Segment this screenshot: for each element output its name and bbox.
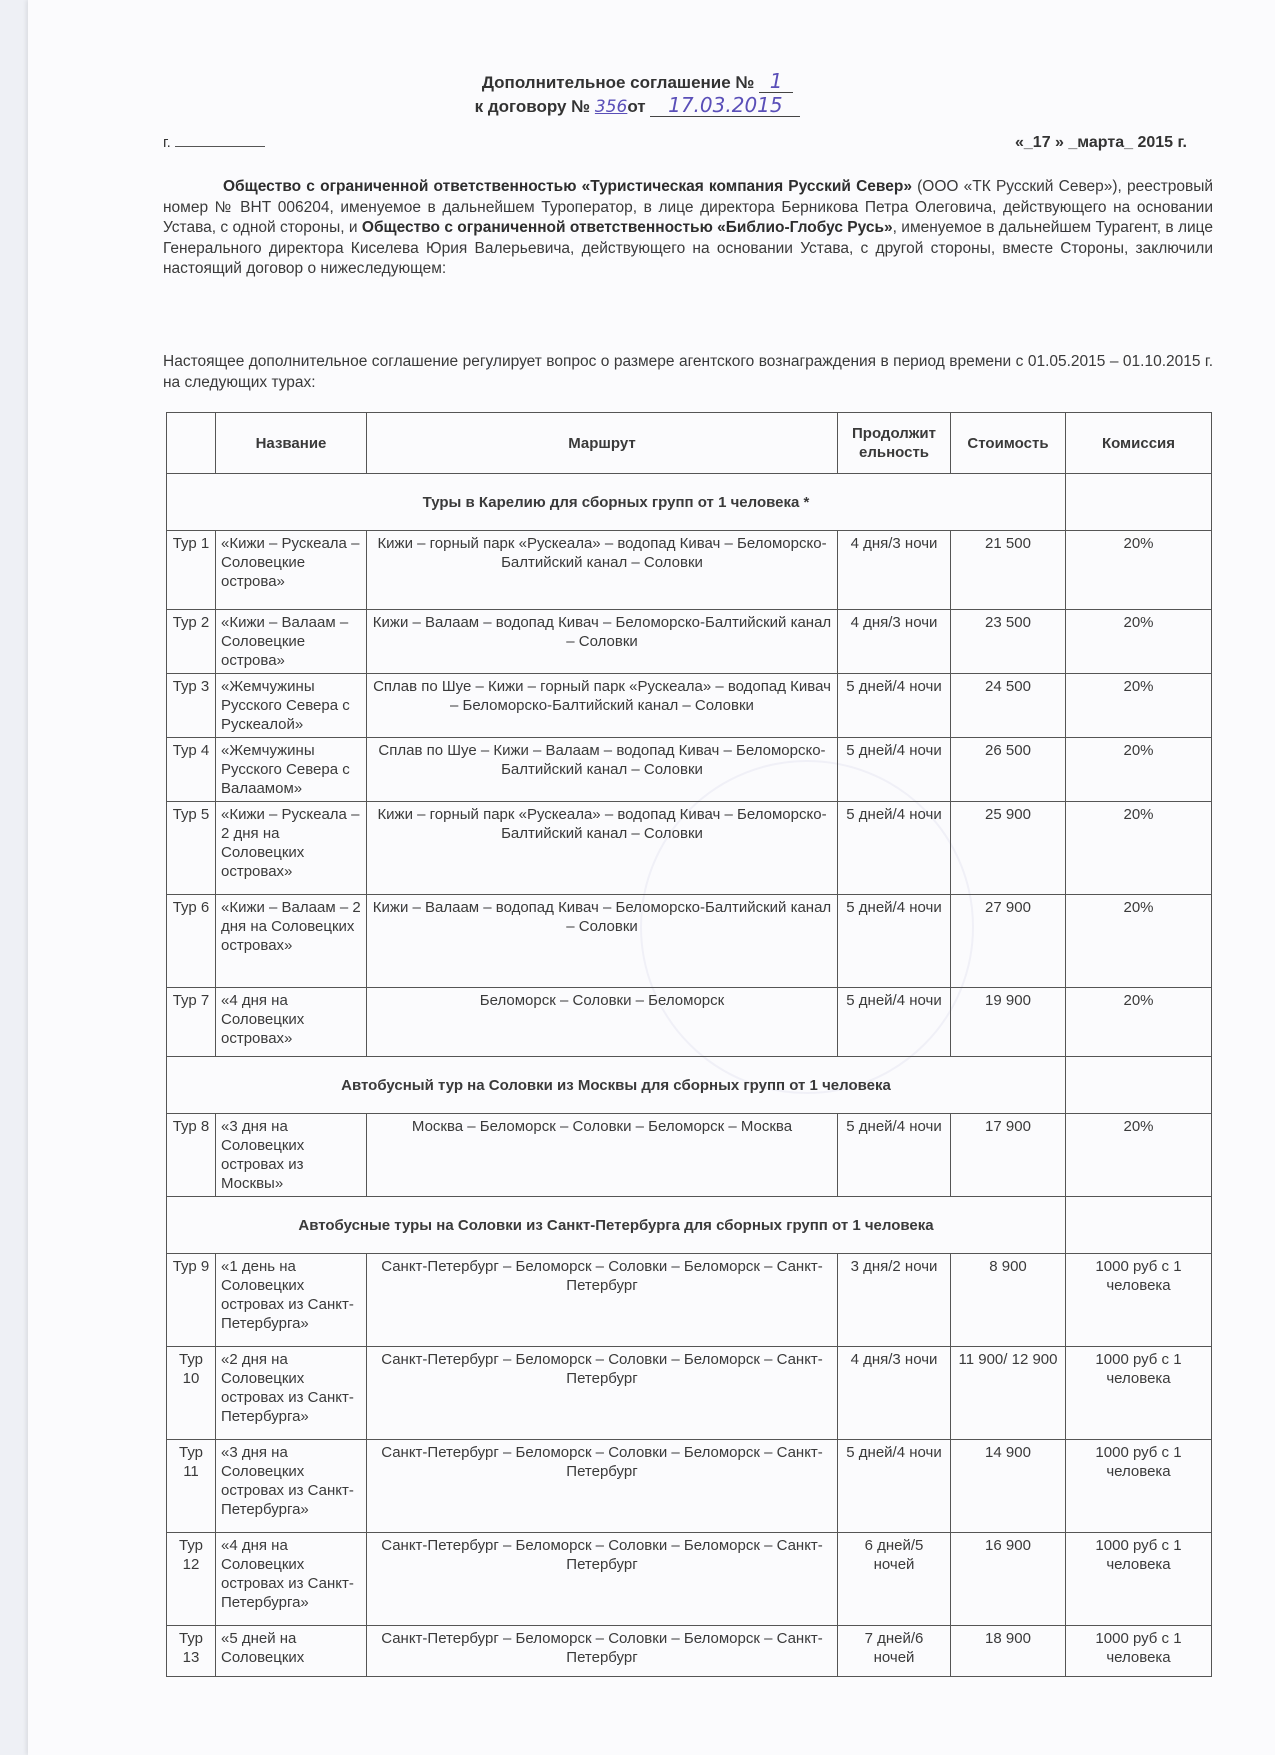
table-row bbox=[167, 1114, 1212, 1197]
contract-from: от bbox=[627, 97, 646, 116]
city-blank bbox=[175, 146, 265, 147]
section-row bbox=[167, 1197, 1212, 1254]
tour-number: Тур 10 bbox=[167, 1347, 216, 1440]
tour-number: Тур 9 bbox=[167, 1254, 216, 1347]
section-empty-cell bbox=[1066, 1197, 1212, 1254]
tour-duration: 5 дней/4 ночи bbox=[838, 674, 951, 738]
tour-route: Кижи – Валаам – водопад Кивач – Беломорско-Балтийский канал – Соловки bbox=[367, 895, 838, 988]
tour-commission: 20% bbox=[1066, 738, 1212, 802]
contract-date-handwritten: 17.03.2015 bbox=[650, 94, 800, 117]
tour-route: Москва – Беломорск – Соловки – Беломорск – Москва bbox=[367, 1114, 838, 1197]
tour-name: «2 дня на Соловецких островах из Санкт-Петербурга» bbox=[216, 1347, 367, 1440]
tour-name: «Кижи – Рускеала – Соловецкие острова» bbox=[216, 531, 367, 610]
scan-edge bbox=[0, 0, 30, 1755]
tour-duration: 6 дней/5 ночей bbox=[838, 1533, 951, 1626]
tour-name: «Кижи – Валаам – 2 дня на Соловецких островах» bbox=[216, 895, 367, 988]
tour-name: «3 дня на Соловецких островах из Санкт-Петербурга» bbox=[216, 1440, 367, 1533]
tour-name: «5 дней на Соловецких bbox=[216, 1626, 367, 1677]
tour-number: Тур 1 bbox=[167, 531, 216, 610]
tour-commission: 20% bbox=[1066, 674, 1212, 738]
table-row bbox=[167, 610, 1212, 674]
tour-number: Тур 12 bbox=[167, 1533, 216, 1626]
tour-number: Тур 4 bbox=[167, 738, 216, 802]
tour-number: Тур 8 bbox=[167, 1114, 216, 1197]
tour-name: «Жемчужины Русского Севера с Валаамом» bbox=[216, 738, 367, 802]
tour-number: Тур 6 bbox=[167, 895, 216, 988]
tour-price: 14 900 bbox=[951, 1440, 1066, 1533]
tour-route: Санкт-Петербург – Беломорск – Соловки – Беломорск – Санкт-Петербург bbox=[367, 1533, 838, 1626]
table-row bbox=[167, 674, 1212, 738]
tour-number: Тур 5 bbox=[167, 802, 216, 895]
section-row bbox=[167, 474, 1212, 531]
table-row bbox=[167, 1626, 1212, 1677]
intro-paragraph bbox=[163, 177, 1213, 280]
tour-price: 26 500 bbox=[951, 738, 1066, 802]
tour-duration: 5 дней/4 ночи bbox=[838, 1440, 951, 1533]
table-row bbox=[167, 738, 1212, 802]
header-commission: Комиссия bbox=[1066, 413, 1212, 474]
tour-commission: 1000 руб с 1 человека bbox=[1066, 1254, 1212, 1347]
tour-number: Тур 13 bbox=[167, 1626, 216, 1677]
tour-route: Сплав по Шуе – Кижи – горный парк «Рускеала» – водопад Кивач – Беломорско-Балтийский канал – Соловки bbox=[367, 674, 838, 738]
tour-commission: 20% bbox=[1066, 531, 1212, 610]
tour-price: 21 500 bbox=[951, 531, 1066, 610]
tour-name: «4 дня на Соловецких островах из Санкт-Петербурга» bbox=[216, 1533, 367, 1626]
tour-duration: 5 дней/4 ночи bbox=[838, 988, 951, 1057]
tour-number: Тур 3 bbox=[167, 674, 216, 738]
tour-commission: 1000 руб с 1 человека bbox=[1066, 1626, 1212, 1677]
tour-route: Санкт-Петербург – Беломорск – Соловки – Беломорск – Санкт-Петербург bbox=[367, 1347, 838, 1440]
tour-price: 23 500 bbox=[951, 610, 1066, 674]
tour-duration: 5 дней/4 ночи bbox=[838, 738, 951, 802]
tour-number: Тур 7 bbox=[167, 988, 216, 1057]
scope-paragraph: Настоящее дополнительное соглашение регулирует вопрос о размере агентского вознаграждения в период времени с 01.05.2015 – 01.10.2015 г. на следующих турах: bbox=[163, 353, 1213, 391]
tour-route: Санкт-Петербург – Беломорск – Соловки – Беломорск – Санкт-Петербург bbox=[367, 1626, 838, 1677]
header-price: Стоимость bbox=[951, 413, 1066, 474]
tour-route: Кижи – горный парк «Рускеала» – водопад Кивач – Беломорско-Балтийский канал – Соловки bbox=[367, 531, 838, 610]
tour-price: 27 900 bbox=[951, 895, 1066, 988]
tour-duration: 7 дней/6 ночей bbox=[838, 1626, 951, 1677]
tour-duration: 5 дней/4 ночи bbox=[838, 895, 951, 988]
tour-commission: 20% bbox=[1066, 802, 1212, 895]
tour-route: Беломорск – Соловки – Беломорск bbox=[367, 988, 838, 1057]
contract-number-handwritten: 356 bbox=[594, 97, 628, 117]
tour-name: «3 дня на Соловецких островах из Москвы» bbox=[216, 1114, 367, 1197]
table-row bbox=[167, 895, 1212, 988]
table-row bbox=[167, 531, 1212, 610]
tours-table bbox=[166, 412, 1212, 1677]
tour-price: 16 900 bbox=[951, 1533, 1066, 1626]
tour-price: 25 900 bbox=[951, 802, 1066, 895]
section-title: Туры в Карелию для сборных групп от 1 человека * bbox=[167, 474, 1066, 531]
tour-name: «Кижи – Рускеала – 2 дня на Соловецких островах» bbox=[216, 802, 367, 895]
intro-text-2: , именуемое в дальнейшем Турагент, в лице Генерального директора Киселева Юрия Валерьевича, действующего на основании Устава, с другой стороны, вместе Стороны, заключили настоящий договор о нижеследующем: bbox=[163, 219, 1213, 277]
tour-route: Кижи – Валаам – водопад Кивач – Беломорско-Балтийский канал – Соловки bbox=[367, 610, 838, 674]
header-num bbox=[167, 413, 216, 474]
tour-price: 8 900 bbox=[951, 1254, 1066, 1347]
tour-commission: 20% bbox=[1066, 1114, 1212, 1197]
tour-price: 19 900 bbox=[951, 988, 1066, 1057]
city-label: г. bbox=[163, 134, 171, 151]
tour-name: «Жемчужины Русского Севера с Рускеалой» bbox=[216, 674, 367, 738]
tour-duration: 3 дня/2 ночи bbox=[838, 1254, 951, 1347]
section-empty-cell bbox=[1066, 1057, 1212, 1114]
tour-commission: 1000 руб с 1 человека bbox=[1066, 1347, 1212, 1440]
title-text: Дополнительное соглашение № bbox=[481, 73, 755, 92]
table-row bbox=[167, 802, 1212, 895]
header-route: Маршрут bbox=[367, 413, 838, 474]
tour-price: 11 900/ 12 900 bbox=[951, 1347, 1066, 1440]
agent-name: Общество с ограниченной ответственностью «Библио-Глобус Русь» bbox=[361, 219, 893, 236]
title-line bbox=[0, 70, 1275, 94]
tour-number: Тур 2 bbox=[167, 610, 216, 674]
table-row bbox=[167, 988, 1212, 1057]
section-row bbox=[167, 1057, 1212, 1114]
intro-text-1: (ООО «ТК Русский Север»), реестровый номер № ВНТ 006204, именуемое в дальнейшем Туроператор, в лице директора Берникова Петра Олеговича, действующего на основании Устава, с одной стороны, и bbox=[163, 178, 1213, 236]
table-row bbox=[167, 1440, 1212, 1533]
tour-name: «Кижи – Валаам – Соловецкие острова» bbox=[216, 610, 367, 674]
tour-duration: 4 дня/3 ночи bbox=[838, 531, 951, 610]
tour-price: 18 900 bbox=[951, 1626, 1066, 1677]
tour-duration: 5 дней/4 ночи bbox=[838, 1114, 951, 1197]
table-row bbox=[167, 1533, 1212, 1626]
tour-route: Сплав по Шуе – Кижи – Валаам – водопад Кивач – Беломорско-Балтийский канал – Соловки bbox=[367, 738, 838, 802]
contract-prefix: к договору № bbox=[474, 97, 591, 116]
operator-name: Общество с ограниченной ответственностью «Туристическая компания Русский Север» bbox=[223, 178, 912, 195]
document-date: «_17 » _марта_ 2015 г. bbox=[1015, 134, 1187, 151]
tour-price: 24 500 bbox=[951, 674, 1066, 738]
table-row bbox=[167, 1254, 1212, 1347]
tour-commission: 20% bbox=[1066, 895, 1212, 988]
tour-commission: 1000 руб с 1 человека bbox=[1066, 1533, 1212, 1626]
tour-commission: 20% bbox=[1066, 610, 1212, 674]
tour-number: Тур 11 bbox=[167, 1440, 216, 1533]
table-header-row bbox=[167, 413, 1212, 474]
header-duration: Продолжит ельность bbox=[838, 413, 951, 474]
section-title: Автобусный тур на Соловки из Москвы для сборных групп от 1 человека bbox=[167, 1057, 1066, 1114]
section-title: Автобусные туры на Соловки из Санкт-Петербурга для сборных групп от 1 человека bbox=[167, 1197, 1066, 1254]
tour-duration: 4 дня/3 ночи bbox=[838, 610, 951, 674]
agreement-number-handwritten: 1 bbox=[759, 70, 793, 93]
tour-route: Санкт-Петербург – Беломорск – Соловки – Беломорск – Санкт-Петербург bbox=[367, 1254, 838, 1347]
tour-name: «4 дня на Соловецких островах» bbox=[216, 988, 367, 1057]
city-field bbox=[163, 134, 265, 151]
tour-duration: 5 дней/4 ночи bbox=[838, 802, 951, 895]
tour-route: Кижи – горный парк «Рускеала» – водопад Кивач – Беломорско-Балтийский канал – Соловки bbox=[367, 802, 838, 895]
tour-route: Санкт-Петербург – Беломорск – Соловки – Беломорск – Санкт-Петербург bbox=[367, 1440, 838, 1533]
document-header bbox=[0, 70, 1275, 118]
contract-line bbox=[0, 94, 1275, 118]
tour-price: 17 900 bbox=[951, 1114, 1066, 1197]
tour-commission: 20% bbox=[1066, 988, 1212, 1057]
tour-commission: 1000 руб с 1 человека bbox=[1066, 1440, 1212, 1533]
table-row bbox=[167, 1347, 1212, 1440]
section-empty-cell bbox=[1066, 474, 1212, 531]
header-name: Название bbox=[216, 413, 367, 474]
tour-name: «1 день на Соловецких островах из Санкт-Петербурга» bbox=[216, 1254, 367, 1347]
tour-duration: 4 дня/3 ночи bbox=[838, 1347, 951, 1440]
